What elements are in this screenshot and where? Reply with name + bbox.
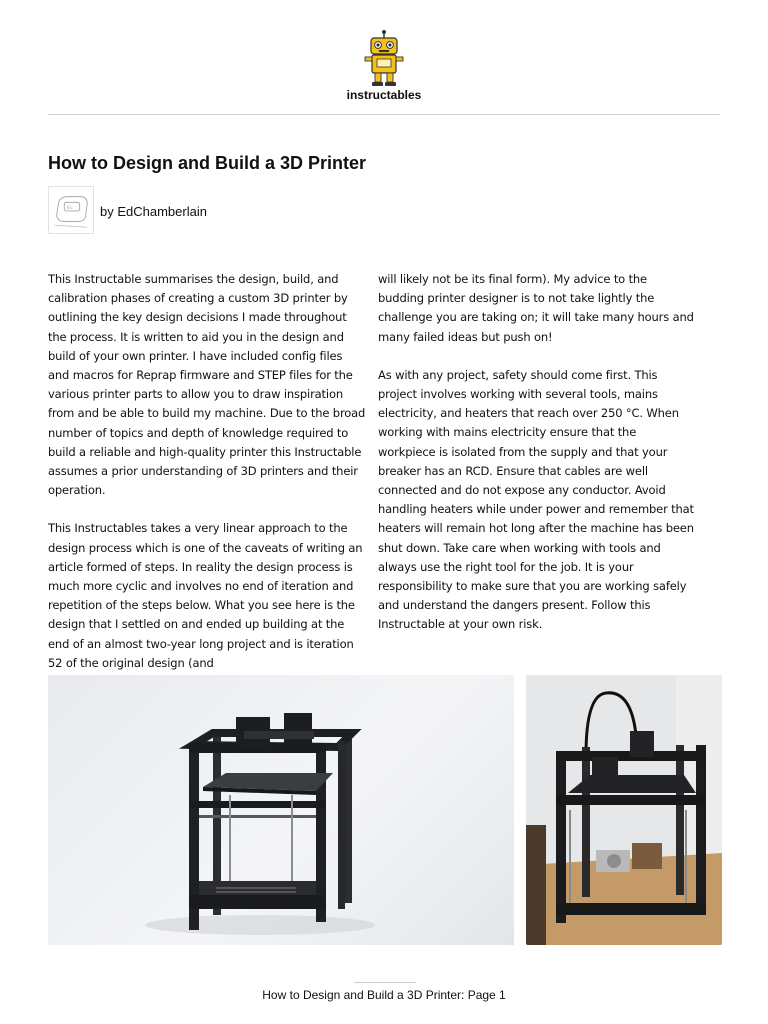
- body-paragraph: This Instructable summarises the design, build, and calibration phases of creating a custom 3D printer by outlining the key design decisions I made throughout the process. It is written to aid you in the design and build of your own printer. I have included config files and macros for Reprap firmware and STEP files for the various printer parts to allow you to draw inspiration from and be able to build my machine. Due to the broad number of topics and depth of knowledge required to build a reliable and high-quality printer this Instructable assumes a prior understanding of 3D printers and their operation.: [48, 272, 366, 498]
- svg-text:Ec: Ec: [67, 206, 73, 212]
- author-avatar-icon[interactable]: [48, 186, 94, 234]
- body-paragraph: will likely not be its final form). My advice to the budding printer designer is to not take lightly the challenge you are taking on; it will take many hours and many failed ideas but push on!: [378, 272, 694, 344]
- 3d-printer-render-image: [48, 675, 514, 945]
- body-column-left: [48, 270, 366, 692]
- author-byline[interactable]: by EdChamberlain: [100, 204, 207, 219]
- body-paragraph: As with any project, safety should come first. This project involves working with several tools, mains electricity, and heaters that reach over 250 °C. When working with mains electricity ensure that the workpiece is isolated from the supply and that your breaker has an RCD. Ensure that cables are well connected and do not expose any conductor. Avoid handling heaters while under power and remember that heaters will remain hot long after the machine has been shut down. Take care when working with tools and always use the right tool for the job. It is your responsibility to make sure that you are working safely and understand the dangers present. Follow this Instructable at your own risk.: [378, 367, 694, 632]
- brand-wordmark[interactable]: instructables: [346, 88, 422, 102]
- article-title: How to Design and Build a 3D Printer: [48, 153, 367, 173]
- body-paragraph: This Instructables takes a very linear approach to the design process which is one of the caveats of writing an article formed of steps. In reality the design process is much more cyclic and involves no end of iteration and repetition of the steps below. What you see here is the design that I settled on and ended up building at the end of an almost two-year long project and is iteration 52 of the original design (and: [48, 521, 363, 670]
- printer-render-image[interactable]: [48, 675, 514, 945]
- printer-photo-image[interactable]: [526, 675, 722, 945]
- page-header: [0, 0, 768, 116]
- page-footer: How to Design and Build a 3D Printer: Page 1: [262, 988, 506, 1002]
- 3d-printer-photo-image: [526, 675, 722, 945]
- header-divider: [48, 114, 720, 115]
- footer-divider: [354, 982, 416, 983]
- instructables-robot-logo-icon[interactable]: [362, 30, 406, 88]
- body-column-right: [378, 270, 696, 654]
